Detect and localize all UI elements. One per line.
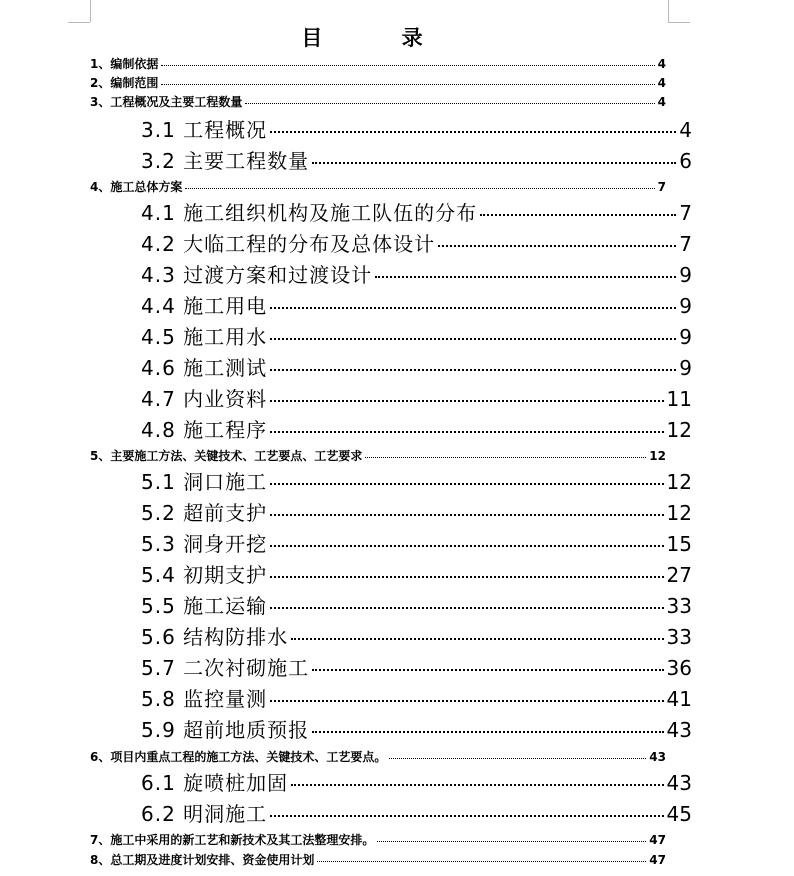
toc-entry-level2[interactable]	[141, 415, 692, 445]
toc-entry-label: 2、编制范围	[90, 76, 159, 90]
toc-dot-leader	[270, 813, 663, 817]
toc-entry-label: 4.6 施工测试	[141, 356, 268, 380]
toc-entry-level2[interactable]	[141, 353, 692, 383]
toc-entry-page-number: 43	[666, 771, 692, 795]
toc-entry-level2[interactable]	[141, 384, 692, 414]
toc-entry-page-number: 43	[649, 750, 666, 764]
toc-entry-label: 5.6 结构防排水	[141, 625, 289, 649]
toc-entry-level2[interactable]	[141, 146, 692, 176]
toc-dot-leader	[270, 336, 676, 340]
toc-dot-leader	[270, 543, 663, 547]
toc-entry-label: 5.5 施工运输	[141, 594, 268, 618]
toc-entry-level2[interactable]	[141, 591, 692, 621]
toc-entry-level2[interactable]	[141, 715, 692, 745]
toc-entry-page-number: 41	[666, 687, 692, 711]
toc-entry-level1[interactable]	[90, 56, 666, 72]
toc-entry-label: 5.4 初期支护	[141, 563, 268, 587]
toc-entry-label: 4.5 施工用水	[141, 325, 268, 349]
toc-dot-leader	[270, 305, 676, 309]
toc-dot-leader	[438, 243, 676, 247]
crop-mark-top-left-vertical	[90, 0, 91, 22]
toc-entry-page-number: 36	[666, 656, 692, 680]
crop-mark-top-right-horizontal	[668, 22, 690, 23]
toc-dot-leader	[245, 102, 654, 104]
toc-entry-label: 5.7 二次衬砌施工	[141, 656, 310, 680]
toc-entry-level2[interactable]	[141, 260, 692, 290]
toc-entry-label: 3.2 主要工程数量	[141, 149, 310, 173]
toc-entry-level2[interactable]	[141, 498, 692, 528]
toc-entry-label: 7、施工中采用的新工艺和新技术及其工法整理安排。	[90, 833, 375, 847]
toc-entry-label: 4.2 大临工程的分布及总体设计	[141, 232, 436, 256]
toc-entry-label: 5.1 洞口施工	[141, 470, 268, 494]
toc-dot-leader	[270, 574, 663, 578]
toc-entry-level2[interactable]	[141, 115, 692, 145]
toc-entry-page-number: 12	[666, 470, 692, 494]
toc-dot-leader	[270, 129, 676, 133]
toc-entry-level1[interactable]	[90, 448, 666, 464]
toc-title: 目 录	[301, 25, 459, 50]
toc-entry-label: 8、总工期及进度计划安排、资金使用计划	[90, 853, 315, 867]
toc-dot-leader	[185, 187, 654, 189]
toc-entry-page-number: 4	[657, 95, 666, 109]
toc-entry-page-number: 9	[679, 325, 692, 349]
toc-entry-level1[interactable]	[90, 179, 666, 195]
toc-entry-label: 5.9 超前地质预报	[141, 718, 310, 742]
toc-entry-level1[interactable]	[90, 852, 666, 868]
toc-entry-page-number: 12	[666, 501, 692, 525]
toc-entry-label: 6、项目内重点工程的施工方法、关键技术、工艺要点。	[90, 750, 387, 764]
toc-entry-page-number: 27	[666, 563, 692, 587]
toc-entry-label: 3、工程概况及主要工程数量	[90, 95, 243, 109]
toc-entry-label: 6.1 旋喷桩加固	[141, 771, 289, 795]
toc-entry-level2[interactable]	[141, 684, 692, 714]
toc-entry-page-number: 7	[679, 232, 692, 256]
toc-entry-level2[interactable]	[141, 560, 692, 590]
toc-dot-leader	[480, 212, 676, 216]
toc-entry-level2[interactable]	[141, 467, 692, 497]
crop-mark-top-right-vertical	[668, 0, 669, 22]
toc-entry-level2[interactable]	[141, 768, 692, 798]
toc-dot-leader	[270, 605, 663, 609]
toc-entry-page-number: 9	[679, 356, 692, 380]
toc-entry-page-number: 9	[679, 263, 692, 287]
toc-entry-page-number: 45	[666, 802, 692, 826]
toc-dot-leader	[270, 481, 663, 485]
toc-dot-leader	[389, 757, 646, 759]
toc-entry-page-number: 15	[666, 532, 692, 556]
toc-dot-leader	[291, 782, 663, 786]
toc-entry-page-number: 43	[666, 718, 692, 742]
toc-dot-leader	[377, 840, 646, 842]
toc-entry-page-number: 6	[679, 149, 692, 173]
toc-entry-page-number: 4	[657, 57, 666, 71]
toc-entry-label: 4.8 施工程序	[141, 418, 268, 442]
toc-entry-label: 4.4 施工用电	[141, 294, 268, 318]
toc-dot-leader	[270, 398, 663, 402]
toc-entry-level2[interactable]	[141, 198, 692, 228]
toc-entry-level2[interactable]	[141, 291, 692, 321]
toc-entry-level2[interactable]	[141, 529, 692, 559]
toc-entry-page-number: 33	[666, 625, 692, 649]
toc-dot-leader	[161, 83, 654, 85]
toc-entry-page-number: 9	[679, 294, 692, 318]
toc-entry-page-number: 11	[666, 387, 692, 411]
toc-dot-leader	[270, 698, 663, 702]
toc-entry-level2[interactable]	[141, 622, 692, 652]
toc-entry-page-number: 47	[649, 833, 666, 847]
toc-entry-level2[interactable]	[141, 229, 692, 259]
toc-entry-level1[interactable]	[90, 832, 666, 848]
toc-entry-label: 1、编制依据	[90, 57, 159, 71]
toc-entry-page-number: 12	[649, 449, 666, 463]
toc-entry-label: 5.8 监控量测	[141, 687, 268, 711]
toc-entry-label: 5、主要施工方法、关键技术、工艺要点、工艺要求	[90, 449, 363, 463]
toc-entry-page-number: 7	[679, 201, 692, 225]
toc-dot-leader	[312, 667, 663, 671]
toc-entry-page-number: 33	[666, 594, 692, 618]
toc-entry-page-number: 4	[679, 118, 692, 142]
toc-dot-leader	[312, 729, 663, 733]
toc-entry-level2[interactable]	[141, 322, 692, 352]
toc-dot-leader	[291, 636, 663, 640]
toc-entry-level2[interactable]	[141, 799, 692, 829]
toc-entry-page-number: 12	[666, 418, 692, 442]
toc-entry-level1[interactable]	[90, 749, 666, 765]
toc-entry-label: 4、施工总体方案	[90, 180, 183, 194]
toc-entry-page-number: 47	[649, 853, 666, 867]
toc-entry-label: 4.3 过渡方案和过渡设计	[141, 263, 373, 287]
toc-dot-leader	[270, 367, 676, 371]
toc-entry-label: 6.2 明洞施工	[141, 802, 268, 826]
toc-dot-leader	[270, 512, 663, 516]
toc-dot-leader	[161, 64, 654, 66]
toc-entry-page-number: 7	[657, 180, 666, 194]
toc-entry-label: 4.7 内业资料	[141, 387, 268, 411]
toc-entry-level1[interactable]	[90, 94, 666, 110]
toc-dot-leader	[312, 160, 676, 164]
toc-entry-label: 4.1 施工组织机构及施工队伍的分布	[141, 201, 478, 225]
toc-dot-leader	[317, 860, 646, 862]
crop-mark-top-left-horizontal	[68, 22, 90, 23]
toc-dot-leader	[365, 456, 646, 458]
toc-entry-label: 5.2 超前支护	[141, 501, 268, 525]
toc-entry-label: 3.1 工程概况	[141, 118, 268, 142]
toc-entry-label: 5.3 洞身开挖	[141, 532, 268, 556]
toc-entry-level1[interactable]	[90, 75, 666, 91]
toc-entry-page-number: 4	[657, 76, 666, 90]
toc-dot-leader	[375, 274, 676, 278]
toc-entry-level2[interactable]	[141, 653, 692, 683]
toc-dot-leader	[270, 429, 663, 433]
